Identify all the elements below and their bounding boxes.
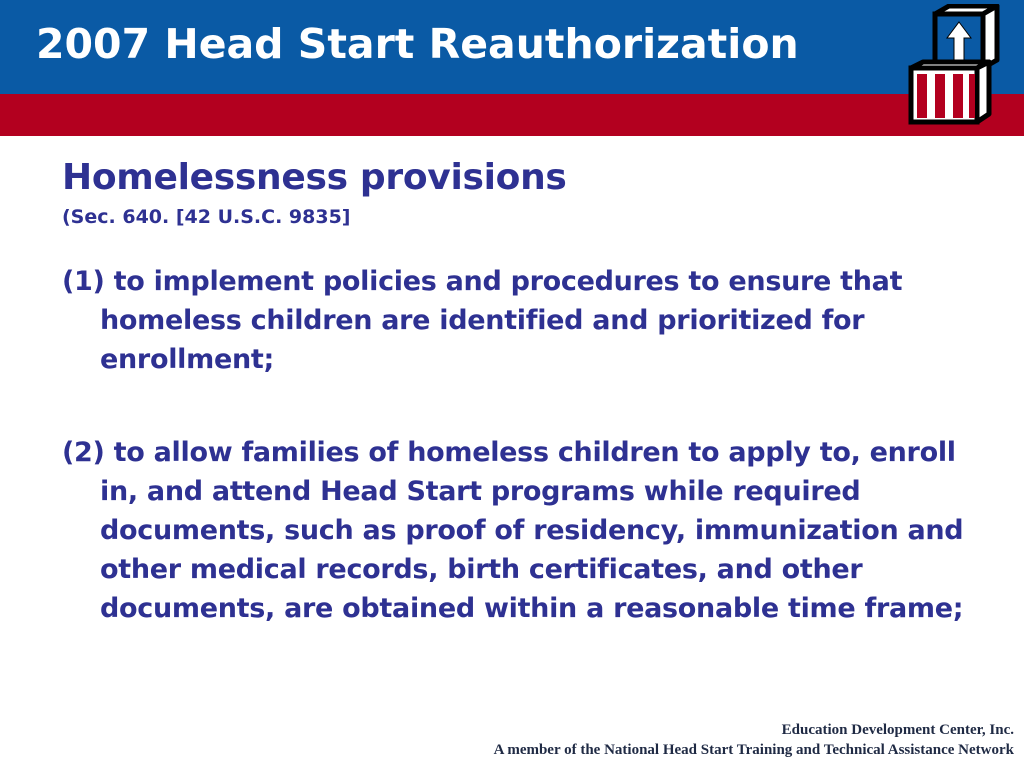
content-area xyxy=(62,156,982,628)
blocks-logo-icon xyxy=(905,4,1001,126)
header-band-red xyxy=(0,94,1024,136)
footer-membership: A member of the National Head Start Training and Technical Assistance Network xyxy=(493,742,1014,758)
section-reference: (Sec. 640. [42 U.S.C. 9835] xyxy=(62,206,351,229)
footer-organization: Education Development Center, Inc. xyxy=(781,722,1014,738)
bottom-block-icon xyxy=(911,62,989,122)
section-heading: Homelessness provisions xyxy=(62,157,567,198)
slide-title: 2007 Head Start Reauthorization xyxy=(36,20,799,68)
top-block-icon xyxy=(935,6,997,68)
provision-item-2: (2) to allow families of homeless children to apply to, enroll in, and attend Head Start programs while required documents, such as proof of residency, immunization and other medical records, birth certificates, and other documents, are obtained within a reasonable time frame; xyxy=(62,436,964,624)
footer xyxy=(494,720,1014,760)
provision-item-1: (1) to implement policies and procedures to ensure that homeless children are identified and prioritized for enrollment; xyxy=(62,265,903,375)
